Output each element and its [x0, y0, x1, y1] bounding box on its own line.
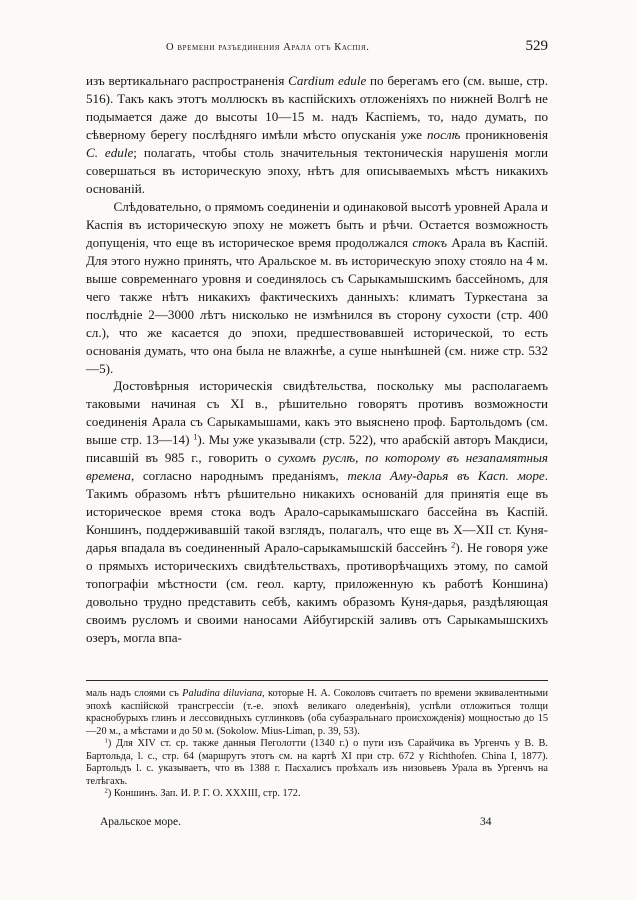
text-run: Достовѣрныя историческія свидѣтельства, поскольку мы располагаемъ таковыми начиная съ XI в., рѣшительно говорятъ противъ возможности соединенія Арала съ Сарыкамышами, какъ это выяснено проф. Бартольдомъ (см. выше стр. 13—14)	[86, 378, 548, 448]
text-run: по берегамъ его (см. выше, стр. 516). Такъ какъ этотъ моллюскъ въ каспійскихъ отложеніяхъ по нижней Волгѣ не подымается даже до высоты 10—15 м. надъ Каспіемъ, то, надо думать, по сѣверному берегу послѣдняго имѣли мѣсто опусканія уже	[86, 73, 549, 142]
body-paragraph	[86, 72, 548, 198]
main-text	[86, 72, 548, 647]
text-run: . Такимъ образомъ нѣтъ рѣшительно никакихъ основаній для принятія еще въ историческое время стока водъ Арало-сарыкамышскаго бассейна въ Каспій. Коншинъ, поддерживавшій такой взглядъ, полагалъ, что еще въ X—XII ст. Куня-дарья впадала въ соединенный Арало-сарыкамышскій бассейнъ	[86, 468, 548, 556]
text-run: изъ вертикальнаго распространенія	[86, 73, 289, 88]
footnote-marker: 2	[104, 787, 108, 795]
text-run: , согласно народнымъ преданіямъ,	[130, 468, 348, 484]
footnote-marker: 1	[104, 737, 108, 745]
footnote-marker: 2	[451, 539, 456, 550]
footnotes	[86, 688, 548, 801]
footnote-separator	[86, 680, 548, 681]
sheet-number: 34	[480, 816, 492, 828]
italic-run: стокъ	[412, 234, 448, 250]
text-run: ). Мы уже указывали (стр. 522), что арабскій авторъ Макдиси, писавшій въ 985 г., говорить о	[86, 432, 548, 466]
footnote-marker: 1	[193, 431, 198, 442]
page-header	[86, 38, 548, 60]
text-run: Арала въ Каспій. Для этого нужно принять, что Аральское м. въ историческую эпоху стояло на 4 м. выше современнаго уровня и соединялось съ Сарыкамышскимъ бассейномъ, для чего также нѣтъ никакихъ фактическихъ данныхъ: климатъ Туркестана за послѣдніе 2—3000 лѣтъ нисколько не измѣнился въ сторону сухости (стр. 400 сл.), что же касается до эпохи, предшествовавшей исторической, то есть основанія думать, что она была не влажнѣе, а суше нынѣшней (см. ниже стр. 532—5).	[86, 234, 548, 376]
text-run: Слѣдовательно, о прямомъ соединеніи и одинаковой высотѣ уровней Арала и Каспія въ историческую эпоху не можетъ быть и рѣчи. Остается возможность допущенія, что еще въ историческое время продолжался	[86, 198, 548, 250]
signature-mark: Аральское море.	[100, 816, 181, 828]
footnote-continued	[86, 688, 548, 738]
italic-run: Paludina diluviana	[182, 688, 263, 699]
text-run: ) Для XIV ст. ср. также данныя Пеголотти (1340 г.) о пути изъ Сарайчика въ Ургенчъ у В. В. Бартольда, l. c., стр. 64 (маршрутъ этотъ см. на картѣ XI при стр. 672 у Richthofen. China I, 1877). Бартольдъ l. c. указываетъ, что въ 1388 г. Пасхалисъ проѣхалъ изъ низовьевъ Урала въ Ургенчъ на телѣгахъ.	[86, 738, 548, 787]
body-paragraph	[86, 198, 548, 378]
text-run: ). Не говоря уже о прямыхъ историческихъ свидѣтельствахъ, противорѣчащихъ этому, по самой топографіи мѣстности (см. геол. карту, приложенную къ работѣ Коншина) довольно трудно представить себѣ, какимъ образомъ Куня-дарья, раздѣляющая своимъ русломъ и своими наносами Айбугирскій заливъ отъ Сарыкамышскихъ озеръ, могла впа-	[86, 540, 548, 646]
footnote-2	[86, 788, 548, 801]
italic-run: послѣ	[426, 126, 461, 142]
footnote-1	[86, 738, 548, 788]
text-run: маль надъ слоями съ	[86, 688, 183, 699]
running-head: О времени разъединения Арала отъ Каспія.	[166, 42, 370, 53]
text-run: ) Коншинъ. Зап. И. Р. Г. О. XXXIII, стр. 172.	[107, 788, 301, 800]
italic-run: сухомъ руслѣ, по которому въ незапамятныя времена	[86, 450, 548, 484]
text-run: проникновенія	[460, 126, 548, 142]
italic-run: Cardium edule	[288, 73, 367, 88]
page-footer	[86, 816, 548, 834]
text-run: ; полагать, чтобы столь значительныя тектоническія нарушенія могли совершаться въ историческую эпоху, нѣтъ для описываемыхъ мѣстъ никакихъ основаній.	[86, 144, 549, 196]
body-paragraph	[86, 377, 548, 647]
text-run: , которые Н. А. Соколовъ считаетъ по времени эквивалентными эпохѣ каспійской трансгрессіи (т.-е. эпохѣ великаго оледенѣнія), успѣли отложиться толщи краснобурыхъ глинъ и лессовидныхъ суглинковъ (оба субаэральнаго происхожденія) мощностью до 15—20 м., а мѣстами и до 50 м. (Sokolow. Mius-Liman, p. 39, 53).	[86, 688, 548, 737]
italic-run: C. edule	[86, 144, 134, 160]
page-number: 529	[525, 38, 548, 54]
italic-run: текла Аму-дарья въ Касп. море	[347, 468, 545, 484]
